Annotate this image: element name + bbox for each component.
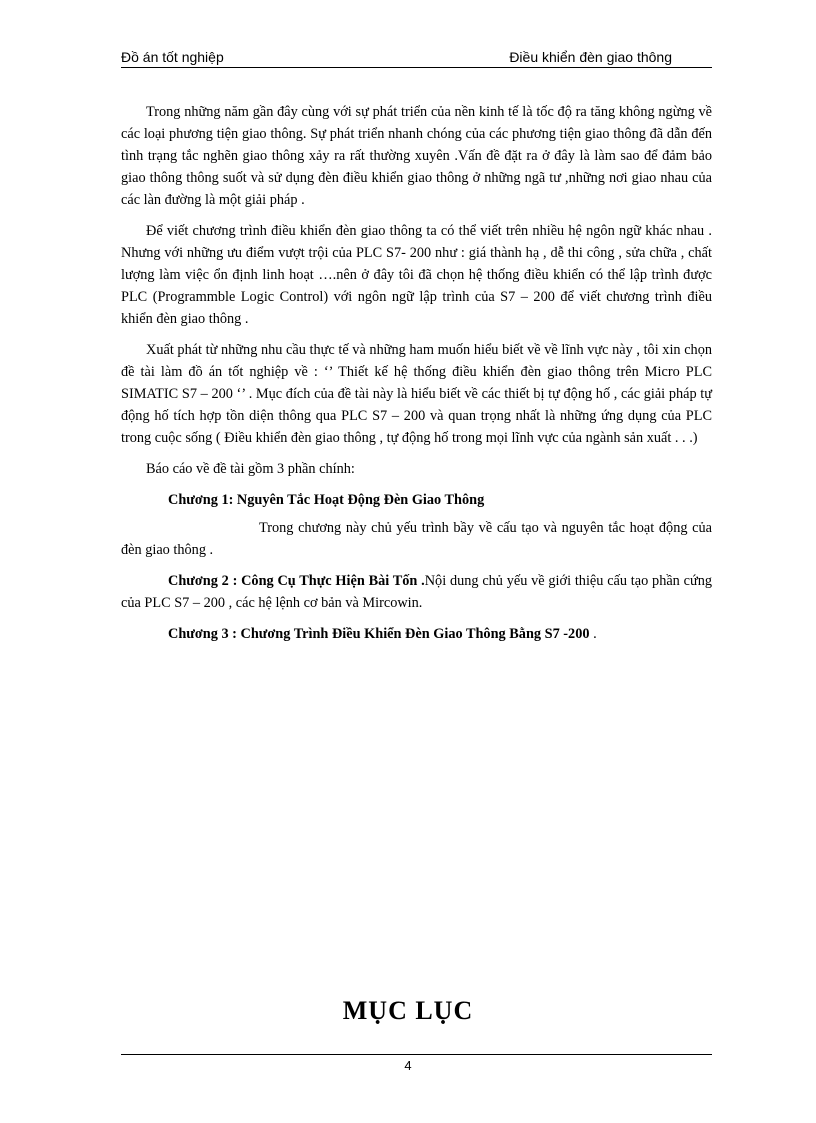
page-number: 4 xyxy=(404,1058,412,1073)
chapter-2-description: Nội dung chủ yếu về giới thiệu cấu tạo phần cứng của PLC S7 – 200 , các hệ lệnh cơ bản và Mircowin. xyxy=(121,573,712,611)
table-of-contents-heading: MỤC LỤC xyxy=(342,996,474,1025)
document-body xyxy=(121,101,712,654)
page-header xyxy=(121,47,712,68)
paragraph-purpose: Xuất phát từ những nhu cầu thực tế và những ham muốn hiểu biết về về lĩnh vực này , tôi xin chọn đề tài làm đồ án tốt nghiệp về : ‘’ Thiết kế hệ thống điều khiển đèn giao thông trên Micro PLC SIMATIC S7 – 200 ‘’ . Mục đích của đề tài này là hiểu biết về các thiết bị tự động hố , các giải pháp tự động hố tích hợp tồn diện thông qua PLC S7 – 200 và quan trọng nhất là những ứng dụng của PLC trong cuộc sống ( Điều khiển đèn giao thông , tự động hố trong mọi lĩnh vực của ngành sản xuất . . .) xyxy=(121,342,712,446)
chapter-1-title: Chương 1: Nguyên Tắc Hoạt Động Đèn Giao Thông xyxy=(168,492,485,508)
chapter-1-body xyxy=(121,517,712,561)
chapter-3-line xyxy=(121,623,712,645)
paragraph-intro: Trong những năm gần đây cùng với sự phát triển của nền kinh tế là tốc độ ra tăng không ngừng về các loại phương tiện giao thông. Sự phát triển nhanh chóng của các phương tiện giao thông đã dẫn đến tình trạng tắc nghẽn giao thông xảy ra rất thường xuyên .Vấn đề đặt ra ở đây là làm sao để đảm bảo giao thông thông suốt và sử dụng đèn điều khiển giao thông ở những ngã tư ,những nơi giao nhau của các làn đường là một giải pháp . xyxy=(121,104,712,208)
chapter-1-description: Trong chương này chủ yếu trình bầy về cấu tạo và nguyên tắc hoạt động của đèn giao thông . xyxy=(121,520,712,558)
paragraph-report-outline: Báo cáo về đề tài gồm 3 phần chính: xyxy=(146,461,355,477)
chapter-3-description: . xyxy=(589,626,597,642)
chapter-1-title-line xyxy=(121,489,712,511)
chapter-2-line xyxy=(121,570,712,614)
paragraph-plc: Để viết chương trình điều khiển đèn giao thông ta có thể viết trên nhiều hệ ngôn ngữ khác nhau . Nhưng với những ưu điểm vượt trội của PLC S7- 200 như : giá thành hạ , dễ thi công , sửa chữa , chất lượng làm việc ổn định linh hoạt ….nên ở đây tôi đã chọn hệ thống điều khiển có thể lập trình được PLC (Programmble Logic Control) với ngôn ngữ lập trình của S7 – 200 để viết chương trình điều khiển đèn giao thông . xyxy=(121,223,712,327)
chapter-3-title: Chương 3 : Chương Trình Điều Khiển Đèn Giao Thông Bằng S7 -200 xyxy=(168,626,590,642)
footer-divider xyxy=(121,1054,712,1055)
chapter-2-title: Chương 2 : Công Cụ Thực Hiện Bài Tốn . xyxy=(168,573,425,589)
header-right-title: Điều khiển đèn giao thông xyxy=(509,49,672,65)
header-left-title: Đồ án tốt nghiệp xyxy=(121,49,224,65)
